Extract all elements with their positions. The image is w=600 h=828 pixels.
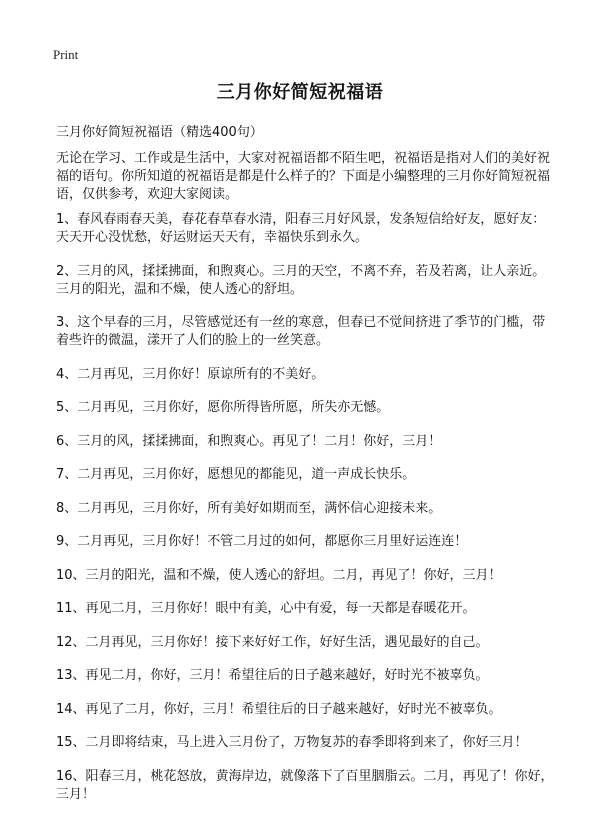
article-subtitle: 三月你好简短祝福语（精选400句）	[56, 125, 263, 140]
greeting-item: 12、二月再见，三月你好！接下来好好工作，好好生活，遇见最好的自己。	[56, 634, 489, 650]
greeting-item: 16、阳春三月，桃花怒放，黄海岸边，就像落下了百里胭脂云。二月，再见了！你好，三月！	[56, 768, 554, 802]
greeting-item: 3、这个早春的三月，尽管感觉还有一丝的寒意，但春已不觉间挤进了季节的门槛，带着些许的微温，漾开了人们的脸上的一丝笑意。	[56, 315, 546, 348]
greeting-item: 7、二月再见，三月你好，愿想见的都能见，道一声成长快乐。	[56, 467, 416, 482]
greeting-item: 2、三月的风，揉揉拂面，和煦爽心。三月的天空，不离不弃，若及若离，让人亲近。三月的阳光，温和不燥，使人透心的舒坦。	[56, 263, 546, 297]
page-title: 三月你好简短祝福语	[216, 82, 384, 103]
print-link[interactable]: Print	[53, 47, 79, 62]
greeting-item: 4、二月再见，三月你好！原谅所有的不美好。	[56, 366, 325, 382]
greeting-item: 5、二月再见，三月你好，愿你所得皆所愿，所失亦无憾。	[56, 400, 390, 415]
greeting-item: 10、三月的阳光，温和不燥，使人透心的舒坦。二月，再见了！你好，三月！	[56, 567, 502, 583]
greeting-list	[56, 211, 556, 819]
intro-paragraph: 无论在学习、工作或是生活中，大家对祝福语都不陌生吧，祝福语是指对人们的美好祝福的语句。你所知道的祝福语是都是什么样子的？下面是小编整理的三月你好简短祝福语，仅供参考，欢迎大家阅读。	[56, 151, 551, 202]
greeting-item: 6、三月的风，揉揉拂面，和煦爽心。再见了！二月！你好，三月！	[56, 433, 442, 449]
greeting-item: 14、再见了二月，你好，三月！希望往后的日子越来越好，好时光不被辜负。	[56, 701, 502, 717]
greeting-item: 9、二月再见，三月你好！不管二月过的如何，都愿你三月里好运连连！	[56, 534, 468, 549]
greeting-item: 8、二月再见，三月你好，所有美好如期而至，满怀信心迎接未来。	[56, 500, 442, 516]
greeting-item: 13、再见二月，你好，三月！希望往后的日子越来越好，好时光不被辜负。	[56, 668, 489, 683]
greeting-item: 15、二月即将结束，马上进入三月份了，万物复苏的春季即将到来了，你好三月！	[56, 735, 528, 750]
greeting-item: 1、春风春雨春天美，春花春草春水清，阳春三月好风景，发条短信给好友，愿好友：天天开心没忧愁，好运财运天天有，幸福快乐到永久。	[56, 212, 546, 245]
greeting-item: 11、再见二月，三月你好！眼中有美，心中有爱，每一天都是春暖花开。	[56, 601, 476, 616]
